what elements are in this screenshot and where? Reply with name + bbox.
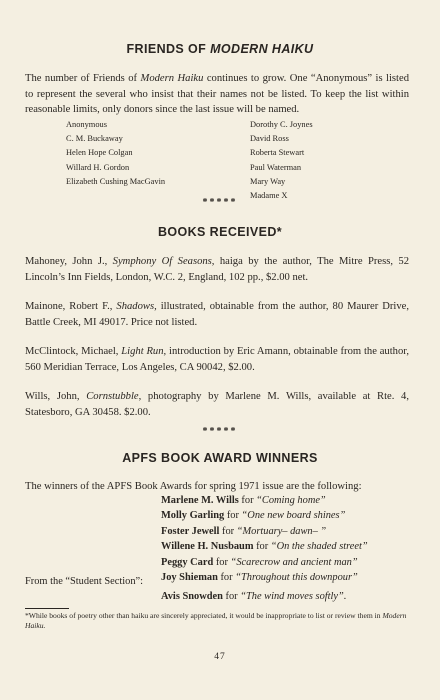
book-author: Mainone, Robert F., [25,301,117,312]
donor-list-right [250,118,313,203]
friends-intro-text-2: continues to grow. One “Anonymous” is listed to represent the several who insist that their names not be listed. To keep the list within reasonable limits, only donors since the last issue will be named. [25,73,409,115]
award-winner [161,524,368,539]
footnote [25,611,415,632]
winner-name: Avis Snowden [161,591,223,602]
book-entry [25,389,409,420]
books-heading: BOOKS RECEIVED* [157,225,283,239]
awards-intro: The winners of the APFS Book Awards for spring 1971 issue are the following: [25,481,362,492]
winner-poem: “The wind moves softly”. [240,591,347,602]
donor-name: David Ross [250,134,289,144]
donor-name: Roberta Stewart [250,148,305,158]
donor-name: Willard H. Gordon [66,162,130,172]
book-author: Wills, John, [25,391,87,402]
winner-poem: “Mortuary– dawn– ” [236,525,327,537]
winner-for: for [224,510,242,522]
awards-heading: APFS BOOK AWARD WINNERS [122,451,318,465]
friends-heading-prefix: FRIENDS OF [126,42,211,56]
friends-intro-title: Modern Haiku [140,73,204,84]
footnote-rule [25,608,69,609]
book-entry [25,344,409,375]
winner-name: Marlene M. Wills [161,495,239,506]
book-title: Cornstubble, [86,391,142,402]
winner-poem: “Coming home” [256,495,326,506]
footnote-title: Modern Haiku. [25,611,407,631]
section-separator: ***** [202,197,238,208]
footnote-text: *While books of poetry other than haiku are sincerely appreciated, it would be inappropriate to list or review them in [25,611,383,620]
award-winner [161,493,368,508]
friends-intro-text: The number of Friends of [25,73,141,84]
winner-for: for [238,495,257,506]
book-details: introduction by Eric Amann, obtainable from the author, 560 Meridian Terrace, Los Angeles, CA 90042, $2.00. [25,346,410,373]
donor-name: Dorothy C. Joynes [250,120,313,129]
donor-name: Madame X [250,191,288,201]
winner-for: for [253,541,271,553]
book-details: photography by Marlene M. Wills, available at Rte. 4, Statesboro, GA 30458. $2.00. [25,391,409,418]
book-details: illustrated, obtainable from the author, 80 Maurer Drive, Battle Creek, MI 49017. Price not listed. [25,301,409,328]
page-number: 47 [214,652,226,662]
winner-name: Peggy Card [161,556,214,568]
winner-poem: “Throughout this downpour” [235,572,358,584]
donor-name: Mary Way [250,176,286,186]
award-winner [161,508,368,523]
book-entry [25,299,409,330]
donor-name: Elizabeth Cushing MacGavin [66,176,166,186]
winner-for: for [222,591,241,602]
winner-name: Molly Garling [161,510,225,522]
friends-heading-title: MODERN HAIKU [210,42,314,56]
winner-name: Willene H. Nusbaum [161,541,254,553]
winner-name: Foster Jewell [161,525,220,537]
section-separator: ***** [202,426,238,437]
book-entry [25,254,409,285]
winner-for: for [217,572,236,584]
book-title: Symphony Of Seasons, [112,256,215,267]
winner-poem: “On the shaded street” [270,541,368,553]
student-award-winner [161,589,346,604]
book-author: McClintock, Michael, [25,346,122,357]
award-winner [161,539,368,554]
winner-name: Joy Shieman [161,572,218,584]
book-author: Mahoney, John J., [25,256,113,267]
donor-name: Anonymous [66,120,107,129]
donor-list-left [66,118,165,189]
book-title: Shadows, [116,301,157,312]
student-section-label: From the “Student Section”: [25,576,144,587]
donor-name: Helen Hope Colgan [66,148,133,158]
winner-poem: “One new board shines” [241,510,346,522]
friends-heading [0,42,440,56]
friends-intro [25,71,409,118]
winner-for: for [213,556,231,568]
donor-name: C. M. Buckaway [66,134,123,144]
winner-poem: “Scarecrow and ancient man” [230,556,358,568]
book-details: haiga by the author, The Mitre Press, 52 Lincoln’s Inn Fields, London, W.C. 2, England, 102 pp., $2.00 net. [25,256,409,283]
award-winner [161,570,368,585]
donor-name: Paul Waterman [250,162,302,172]
book-title: Light Run, [121,346,167,357]
winner-for: for [219,525,237,537]
award-winner [161,555,368,570]
award-winners-list [161,493,368,585]
